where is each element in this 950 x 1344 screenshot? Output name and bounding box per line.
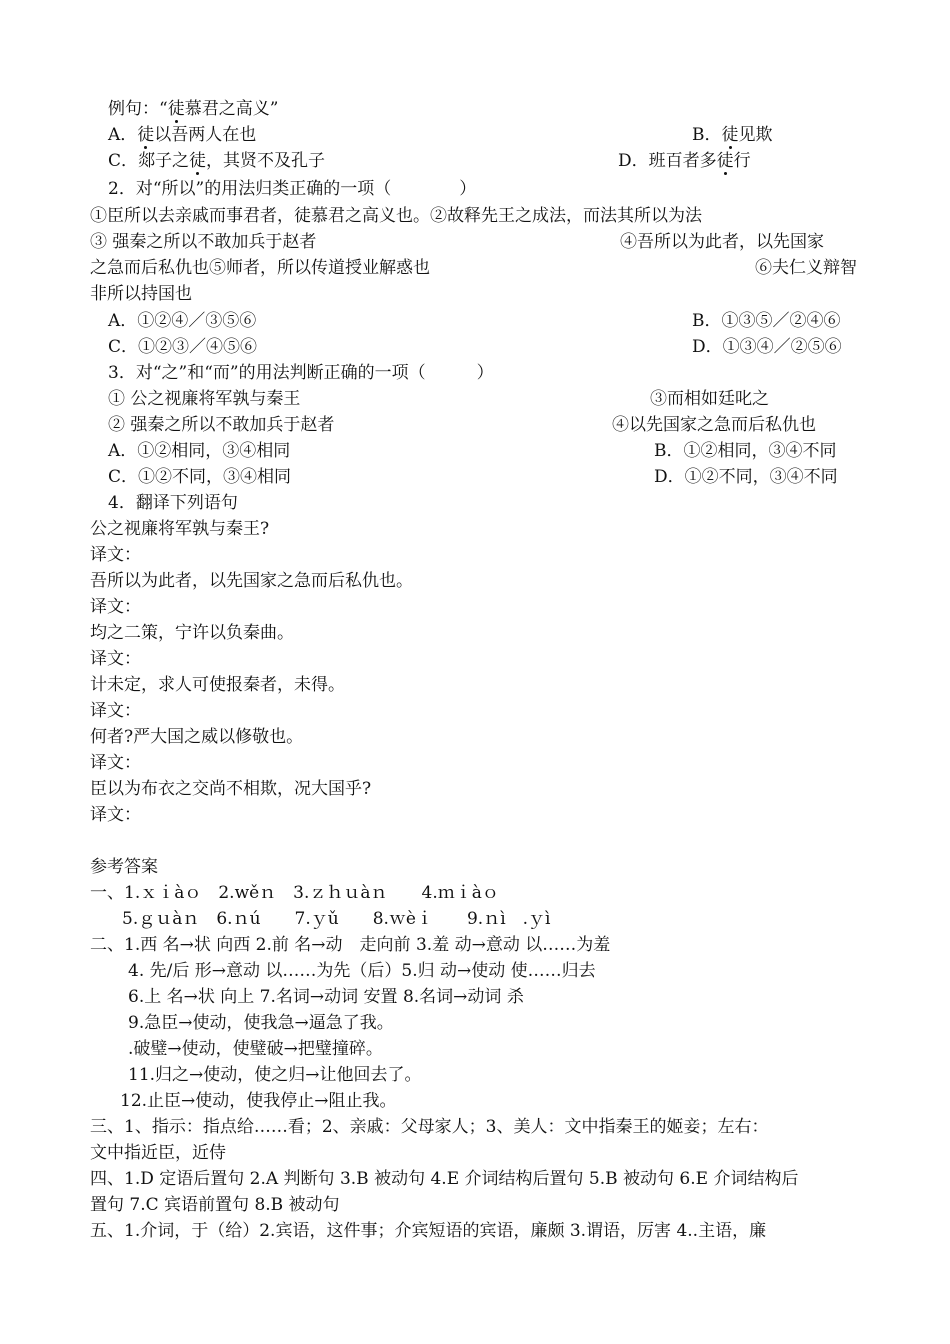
q3-option-a: A．①②相同，③④相同: [108, 441, 291, 461]
emphasis-dot: 徒: [189, 151, 207, 171]
answer-line: 4. 先/后 形→意动 以……为先（后）5.归 动→使动 使……归去: [128, 961, 596, 981]
answer-line: 二、1.西 名→状 向西 2.前 名→动 走向前 3.羞 动→意动 以……为羞: [90, 935, 611, 955]
q2-sentence-6: ⑥夫仁义辩智: [755, 258, 857, 278]
q4-translation-label-5: 译文：: [90, 753, 141, 773]
q4-translation-label-1: 译文：: [90, 545, 141, 565]
q3-sentence-2: ② 强秦之所以不敢加兵于赵者: [108, 415, 335, 435]
q2-option-c: C．①②③／④⑤⑥: [108, 337, 258, 357]
q4-translation-label-3: 译文：: [90, 649, 141, 669]
answer-line: 五、1.介词，于（给）2.宾语，这件事；介宾短语的宾语，廉颇 3.谓语，厉害 4..主语，廉: [90, 1221, 767, 1241]
q3-stem: 3．对“之”和“而”的用法判断正确的一项（ ）: [108, 363, 494, 383]
q3-sentence-1: ① 公之视廉将军孰与秦王: [108, 389, 301, 409]
q3-option-c: C．①②不同，③④相同: [108, 467, 292, 487]
answer-line: .破璧→使动，使璧破→把璧撞碎。: [128, 1039, 383, 1059]
q3-sentence-4: ④以先国家之急而后私仇也: [612, 415, 816, 435]
emphasis-dot: 徒: [721, 125, 739, 145]
q4-sentence-6: 臣以为布衣之交尚不相欺，况大国乎?: [90, 779, 372, 799]
answer-line: 12.止臣→使动，使我停止→阻止我。: [120, 1091, 397, 1111]
q1-option-a: A．徒以吾两人在也: [108, 125, 257, 145]
answer-line: 11.归之→使动，使之归→让他回去了。: [128, 1065, 422, 1085]
q4-sentence-5: 何者?严大国之威以修敬也。: [90, 727, 304, 747]
q2-sentence-4-5: 之急而后私仇也⑤师者，所以传道授业解惑也: [90, 258, 430, 278]
q1-example: 例句：“徒慕君之高义”: [108, 99, 279, 119]
q2-option-b: B．①③⑤／②④⑥: [692, 311, 841, 331]
answers-title: 参考答案: [90, 857, 158, 877]
emphasis-dot: 徒: [167, 99, 185, 119]
emphasis-dot: 徒: [716, 151, 734, 171]
q2-sentence-6-end: 非所以持国也: [90, 284, 192, 304]
q2-option-a: A．①②④／③⑤⑥: [108, 311, 257, 331]
answer-line: 文中指近臣，近侍: [90, 1143, 226, 1163]
q4-sentence-3: 均之二策，宁许以负秦曲。: [90, 623, 294, 643]
q3-option-d: D．①②不同，③④不同: [654, 467, 838, 487]
q4-stem: 4．翻译下列语句: [108, 493, 238, 513]
q4-translation-label-2: 译文：: [90, 597, 141, 617]
q2-sentences-line: ①臣所以去亲戚而事君者，徒慕君之高义也。②故释先王之成法，而法其所以为法: [90, 206, 702, 226]
q4-sentence-4: 计未定，求人可使报秦者，未得。: [90, 675, 345, 695]
emphasis-dot: 徒: [137, 125, 155, 145]
answer-line: 一、1.ｘｉàｏ 2.wěｎ 3.ｚｈｕàｎ 4.ｍｉàｏ: [90, 883, 499, 903]
q1-option-c: C．郯子之徒，其贤不及孔子: [108, 151, 326, 171]
answer-line: 9.急臣→使动，使我急→逼急了我。: [128, 1013, 394, 1033]
q4-translation-label-4: 译文：: [90, 701, 141, 721]
answer-line: 置句 7.C 宾语前置句 8.B 被动句: [90, 1195, 340, 1215]
q2-sentence-4: ④吾所以为此者，以先国家: [620, 232, 824, 252]
q3-option-b: B．①②相同，③④不同: [654, 441, 837, 461]
answer-line: 三、1、指示：指点给……看；2、亲戚：父母家人；3、美人：文中指秦王的姬妾；左右：: [90, 1117, 769, 1137]
q1-option-b: B．徒见欺: [692, 125, 773, 145]
q2-option-d: D．①③④／②⑤⑥: [692, 337, 842, 357]
q2-sentence-3: ③ 强秦之所以不敢加兵于赵者: [90, 232, 317, 252]
answer-line: 四、1.D 定语后置句 2.A 判断句 3.B 被动句 4.E 介词结构后置句 5.B 被动句 6.E 介词结构后: [90, 1169, 799, 1189]
q4-sentence-2: 吾所以为此者，以先国家之急而后私仇也。: [90, 571, 413, 591]
q4-sentence-1: 公之视廉将军孰与秦王?: [90, 519, 270, 539]
q4-translation-label-6: 译文：: [90, 805, 141, 825]
answer-line: 5.ｇｕàｎ 6.ｎú 7.ｙǔ 8.ｗèｉ 9.ｎì .ｙì: [122, 909, 551, 929]
q1-option-d: D．班百者多徒行: [618, 151, 751, 171]
q3-sentence-3: ③而相如廷叱之: [650, 389, 769, 409]
q2-stem: 2．对“所以”的用法归类正确的一项（ ）: [108, 179, 477, 199]
answer-line: 6.上 名→状 向上 7.名词→动词 安置 8.名词→动词 杀: [128, 987, 524, 1007]
